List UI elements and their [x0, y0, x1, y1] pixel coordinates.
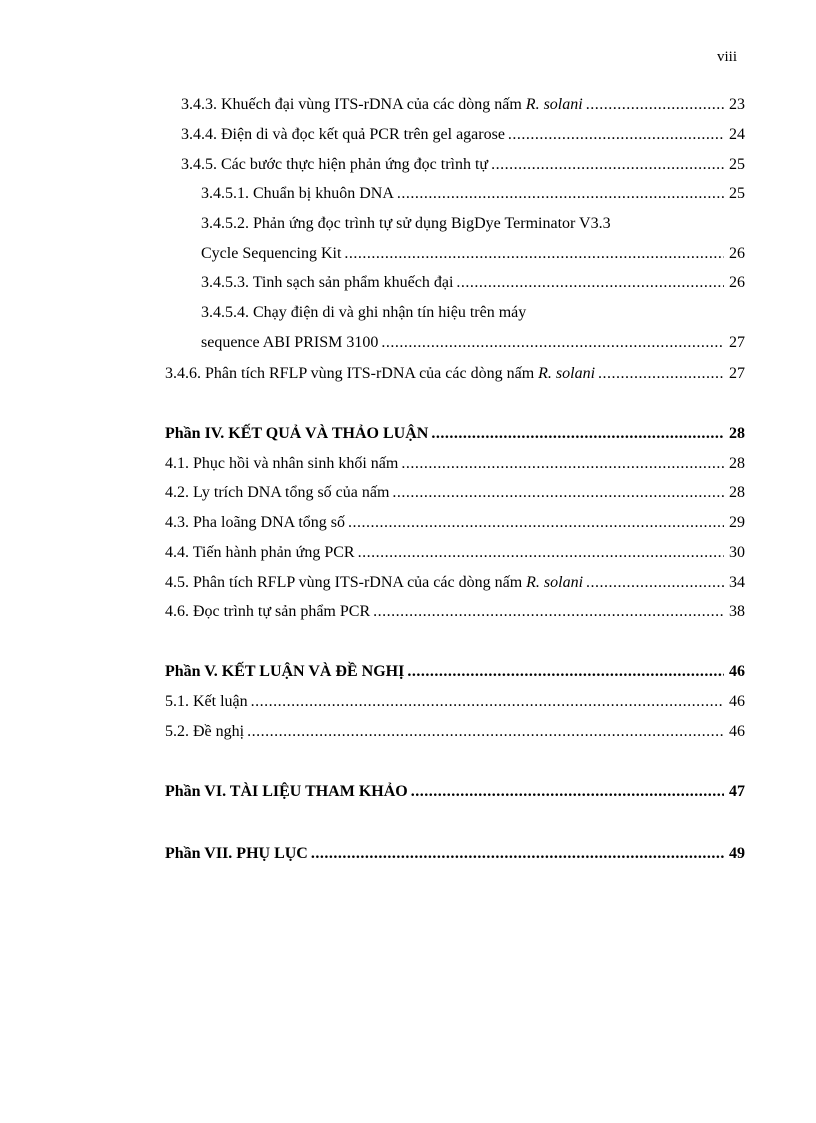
toc-entry[interactable] [165, 721, 745, 743]
toc-entry-page: 24 [729, 126, 745, 143]
toc-entry[interactable] [201, 272, 745, 294]
toc-entry-title[interactable]: 3.4.5.4. Chạy điện di và ghi nhận tín hiệu trên máy [201, 304, 527, 321]
toc-entry-italic: R. solani [526, 574, 584, 591]
toc-entry[interactable] [181, 94, 745, 116]
toc-entry-title: 3.4.5. Các bước thực hiện phản ứng đọc trình tự [181, 156, 489, 173]
toc-entry-page: 49 [729, 845, 745, 862]
dot-leader [381, 332, 724, 354]
toc-part-heading[interactable] [165, 843, 745, 865]
toc-entry[interactable] [181, 154, 745, 176]
toc-entry-page: 47 [729, 783, 745, 800]
toc-entry[interactable] [165, 572, 745, 594]
dot-leader [456, 272, 724, 294]
toc-entry-title: 3.4.6. Phân tích RFLP vùng ITS-rDNA của các dòng nấm [165, 365, 539, 382]
dot-leader [431, 423, 724, 445]
dot-leader [407, 661, 724, 683]
toc-entry-page: 27 [729, 334, 745, 351]
toc-entry[interactable] [165, 453, 745, 475]
toc-entry-page: 25 [729, 156, 745, 173]
toc-entry-title: Phần IV. KẾT QUẢ VÀ THẢO LUẬN [165, 425, 429, 442]
toc-entry-page: 26 [729, 274, 745, 291]
toc-part-heading[interactable] [165, 781, 745, 803]
toc-entry-title: Phần VII. PHỤ LỤC [165, 845, 308, 862]
toc-entry-page: 30 [729, 544, 745, 561]
toc-entry-page: 28 [729, 484, 745, 501]
dot-leader [344, 243, 724, 265]
toc-entry-page: 28 [729, 425, 745, 442]
dot-leader [397, 183, 724, 205]
toc-entry-italic: R. solani [538, 365, 596, 382]
toc-entry-title: Cycle Sequencing Kit [201, 245, 342, 262]
toc-entry-page: 25 [729, 185, 745, 202]
toc-entry-title[interactable]: 3.4.5.2. Phản ứng đọc trình tự sử dụng BigDye Terminator V3.3 [201, 215, 611, 232]
toc-entry[interactable] [201, 243, 745, 265]
toc-entry[interactable] [201, 332, 745, 354]
toc-entry[interactable] [181, 124, 745, 146]
toc-entry-title: 3.4.5.1. Chuẩn bị khuôn DNA [201, 185, 394, 202]
toc-entry[interactable] [165, 542, 745, 564]
toc-entry-title: 4.2. Ly trích DNA tổng số của nấm [165, 484, 390, 501]
toc-entry-page: 28 [729, 455, 745, 472]
toc-entry-italic: R. solani [525, 96, 583, 113]
dot-leader [508, 124, 724, 146]
dot-leader [586, 572, 724, 594]
toc-entry-title: Phần V. KẾT LUẬN VÀ ĐỀ NGHỊ [165, 663, 405, 680]
toc-entry-page: 46 [729, 663, 745, 680]
toc-entry-page: 27 [729, 365, 745, 382]
toc-entry-title: sequence ABI PRISM 3100 [201, 334, 379, 351]
dot-leader [392, 482, 724, 504]
toc-entry-title: 5.1. Kết luận [165, 693, 248, 710]
toc-entry-title: 4.6. Đọc trình tự sản phẩm PCR [165, 603, 371, 620]
toc-entry-title: 4.3. Pha loãng DNA tổng số [165, 514, 345, 531]
toc-entry-page: 23 [729, 96, 745, 113]
toc-entry[interactable] [165, 363, 745, 385]
dot-leader [348, 512, 724, 534]
toc-entry-page: 26 [729, 245, 745, 262]
toc-entry[interactable] [165, 482, 745, 504]
dot-leader [401, 453, 724, 475]
toc-entry-title: 4.4. Tiến hành phản ứng PCR [165, 544, 355, 561]
dot-leader [411, 781, 724, 803]
toc-entry-page: 29 [729, 514, 745, 531]
toc-entry[interactable] [165, 601, 745, 623]
dot-leader [251, 691, 724, 713]
toc-entry-title: 5.2. Đề nghị [165, 723, 245, 740]
toc-entry-title: 4.1. Phục hồi và nhân sinh khối nấm [165, 455, 399, 472]
toc-entry-title: 4.5. Phân tích RFLP vùng ITS-rDNA của các dòng nấm [165, 574, 527, 591]
toc-entry[interactable] [165, 691, 745, 713]
dot-leader [373, 601, 724, 623]
page-number: viii [716, 49, 737, 65]
toc-part-heading[interactable] [165, 661, 745, 683]
dot-leader [247, 721, 724, 743]
dot-leader [598, 363, 724, 385]
toc-part-heading[interactable] [165, 423, 745, 445]
toc-entry-page: 34 [729, 574, 745, 591]
dot-leader [358, 542, 724, 564]
dot-leader [586, 94, 724, 116]
dot-leader [311, 843, 724, 865]
toc-entry-page: 46 [729, 693, 745, 710]
toc-entry-title: 3.4.5.3. Tinh sạch sản phẩm khuếch đại [201, 274, 454, 291]
toc-entry[interactable] [201, 183, 745, 205]
toc-entry-page: 46 [729, 723, 745, 740]
toc-entry-title: Phần VI. TÀI LIỆU THAM KHẢO [165, 783, 408, 800]
toc-entry-title: 3.4.3. Khuếch đại vùng ITS-rDNA của các dòng nấm [181, 96, 526, 113]
toc-entry[interactable] [165, 512, 745, 534]
dot-leader [491, 154, 724, 176]
toc-entry-page: 38 [729, 603, 745, 620]
toc-entry-title: 3.4.4. Điện di và đọc kết quả PCR trên gel agarose [181, 126, 505, 143]
